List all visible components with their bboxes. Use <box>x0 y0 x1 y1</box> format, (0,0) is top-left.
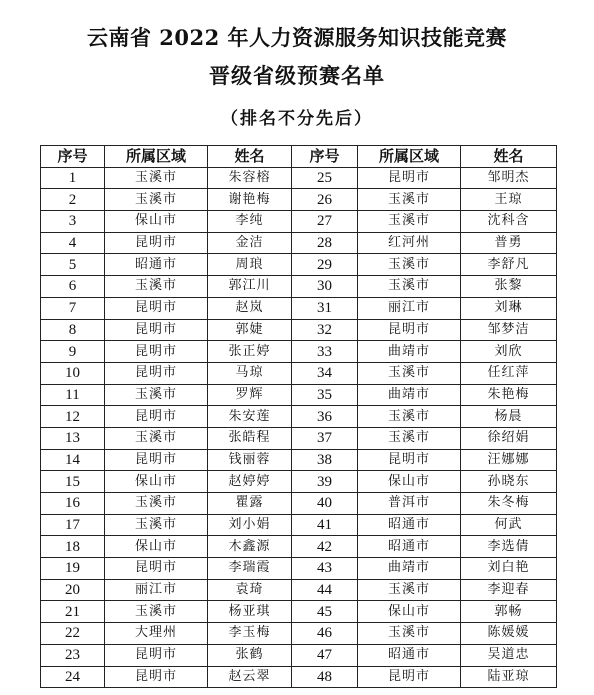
region-cell: 玉溪市 <box>105 514 208 536</box>
region-cell: 昆明市 <box>105 341 208 363</box>
region-cell: 玉溪市 <box>105 427 208 449</box>
serial-number-cell: 20 <box>41 579 105 601</box>
name-cell: 张正婷 <box>208 341 292 363</box>
region-cell: 昆明市 <box>105 319 208 341</box>
serial-number-cell: 25 <box>292 167 358 189</box>
name-cell: 马琼 <box>208 362 292 384</box>
table-row <box>41 341 557 363</box>
serial-number-cell: 15 <box>41 471 105 493</box>
serial-number-cell: 11 <box>41 384 105 406</box>
region-cell: 昭通市 <box>358 514 461 536</box>
name-cell: 何武 <box>461 514 557 536</box>
serial-number-cell: 4 <box>41 232 105 254</box>
serial-number-cell: 33 <box>292 341 358 363</box>
header-cell: 姓名 <box>208 146 292 168</box>
region-cell: 玉溪市 <box>358 427 461 449</box>
serial-number-cell: 14 <box>41 449 105 471</box>
serial-number-cell: 39 <box>292 471 358 493</box>
table-row <box>41 276 557 298</box>
region-cell: 玉溪市 <box>105 189 208 211</box>
header-cell: 序号 <box>41 146 105 168</box>
table-row <box>41 254 557 276</box>
region-cell: 昆明市 <box>105 362 208 384</box>
table-row <box>41 471 557 493</box>
name-cell: 朱容榕 <box>208 167 292 189</box>
table-row <box>41 427 557 449</box>
serial-number-cell: 44 <box>292 579 358 601</box>
name-cell: 张黎 <box>461 276 557 298</box>
name-cell: 郭江川 <box>208 276 292 298</box>
name-cell: 王琼 <box>461 189 557 211</box>
region-cell: 昆明市 <box>358 666 461 688</box>
serial-number-cell: 26 <box>292 189 358 211</box>
table-row <box>41 601 557 623</box>
name-cell: 朱冬梅 <box>461 493 557 515</box>
header-cell: 序号 <box>292 146 358 168</box>
region-cell: 昆明市 <box>358 167 461 189</box>
region-cell: 玉溪市 <box>358 276 461 298</box>
region-cell: 玉溪市 <box>358 579 461 601</box>
region-cell: 昆明市 <box>358 319 461 341</box>
region-cell: 昆明市 <box>358 449 461 471</box>
table-row <box>41 297 557 319</box>
serial-number-cell: 12 <box>41 406 105 428</box>
name-cell: 金洁 <box>208 232 292 254</box>
serial-number-cell: 22 <box>41 623 105 645</box>
serial-number-cell: 41 <box>292 514 358 536</box>
region-cell: 玉溪市 <box>358 211 461 233</box>
region-cell: 保山市 <box>105 536 208 558</box>
table-body <box>41 167 557 688</box>
name-cell: 孙晓东 <box>461 471 557 493</box>
name-cell: 陆亚琼 <box>461 666 557 688</box>
region-cell: 玉溪市 <box>105 276 208 298</box>
serial-number-cell: 29 <box>292 254 358 276</box>
region-cell: 昆明市 <box>105 666 208 688</box>
table-row <box>41 232 557 254</box>
serial-number-cell: 19 <box>41 558 105 580</box>
name-cell: 郭畅 <box>461 601 557 623</box>
name-cell: 吴道忠 <box>461 644 557 666</box>
serial-number-cell: 6 <box>41 276 105 298</box>
region-cell: 玉溪市 <box>105 601 208 623</box>
region-cell: 保山市 <box>105 211 208 233</box>
region-cell: 保山市 <box>358 601 461 623</box>
name-cell: 罗辉 <box>208 384 292 406</box>
region-cell: 曲靖市 <box>358 558 461 580</box>
name-cell: 李玉梅 <box>208 623 292 645</box>
region-cell: 红河州 <box>358 232 461 254</box>
serial-number-cell: 13 <box>41 427 105 449</box>
name-cell: 朱安莲 <box>208 406 292 428</box>
name-cell: 刘小娟 <box>208 514 292 536</box>
name-cell: 张鹤 <box>208 644 292 666</box>
table-row <box>41 666 557 688</box>
region-cell: 保山市 <box>358 471 461 493</box>
region-cell: 昭通市 <box>358 644 461 666</box>
serial-number-cell: 30 <box>292 276 358 298</box>
header-cell: 所属区域 <box>358 146 461 168</box>
name-cell: 杨亚琪 <box>208 601 292 623</box>
serial-number-cell: 1 <box>41 167 105 189</box>
name-cell: 袁琦 <box>208 579 292 601</box>
name-cell: 张皓程 <box>208 427 292 449</box>
region-cell: 昆明市 <box>105 297 208 319</box>
serial-number-cell: 5 <box>41 254 105 276</box>
region-cell: 保山市 <box>105 471 208 493</box>
name-cell: 李瑞霞 <box>208 558 292 580</box>
serial-number-cell: 47 <box>292 644 358 666</box>
name-cell: 钱丽蓉 <box>208 449 292 471</box>
serial-number-cell: 42 <box>292 536 358 558</box>
region-cell: 玉溪市 <box>105 384 208 406</box>
serial-number-cell: 46 <box>292 623 358 645</box>
document-title: 云南省 2022 年人力资源服务知识技能竞赛 <box>86 25 508 50</box>
serial-number-cell: 2 <box>41 189 105 211</box>
region-cell: 玉溪市 <box>358 406 461 428</box>
name-cell: 刘白艳 <box>461 558 557 580</box>
name-cell: 刘琳 <box>461 297 557 319</box>
serial-number-cell: 28 <box>292 232 358 254</box>
name-cell: 周琅 <box>208 254 292 276</box>
table-header-row <box>41 146 557 168</box>
table-row <box>41 211 557 233</box>
region-cell: 普洱市 <box>358 493 461 515</box>
serial-number-cell: 17 <box>41 514 105 536</box>
name-cell: 李舒凡 <box>461 254 557 276</box>
name-cell: 朱艳梅 <box>461 384 557 406</box>
region-cell: 玉溪市 <box>358 623 461 645</box>
region-cell: 玉溪市 <box>358 362 461 384</box>
region-cell: 大理州 <box>105 623 208 645</box>
serial-number-cell: 38 <box>292 449 358 471</box>
table-row <box>41 579 557 601</box>
table-row <box>41 644 557 666</box>
serial-number-cell: 43 <box>292 558 358 580</box>
serial-number-cell: 31 <box>292 297 358 319</box>
name-cell: 普勇 <box>461 232 557 254</box>
table-row <box>41 536 557 558</box>
region-cell: 昭通市 <box>358 536 461 558</box>
header-cell: 所属区域 <box>105 146 208 168</box>
name-cell: 郭婕 <box>208 319 292 341</box>
name-cell: 赵岚 <box>208 297 292 319</box>
table-row <box>41 558 557 580</box>
roster-table <box>40 145 557 688</box>
serial-number-cell: 9 <box>41 341 105 363</box>
serial-number-cell: 24 <box>41 666 105 688</box>
serial-number-cell: 8 <box>41 319 105 341</box>
name-cell: 李纯 <box>208 211 292 233</box>
name-cell: 刘欣 <box>461 341 557 363</box>
table-row <box>41 514 557 536</box>
table-row <box>41 362 557 384</box>
region-cell: 昆明市 <box>105 449 208 471</box>
serial-number-cell: 40 <box>292 493 358 515</box>
name-cell: 木鑫源 <box>208 536 292 558</box>
name-cell: 杨晨 <box>461 406 557 428</box>
name-cell: 谢艳梅 <box>208 189 292 211</box>
serial-number-cell: 35 <box>292 384 358 406</box>
table-row <box>41 167 557 189</box>
name-cell: 任红萍 <box>461 362 557 384</box>
serial-number-cell: 7 <box>41 297 105 319</box>
name-cell: 邹梦洁 <box>461 319 557 341</box>
name-cell: 瞿露 <box>208 493 292 515</box>
name-cell: 赵婷婷 <box>208 471 292 493</box>
region-cell: 昆明市 <box>105 644 208 666</box>
name-cell: 邹明杰 <box>461 167 557 189</box>
serial-number-cell: 18 <box>41 536 105 558</box>
region-cell: 昆明市 <box>105 558 208 580</box>
serial-number-cell: 3 <box>41 211 105 233</box>
serial-number-cell: 45 <box>292 601 358 623</box>
table-row <box>41 493 557 515</box>
region-cell: 丽江市 <box>105 579 208 601</box>
region-cell: 玉溪市 <box>358 189 461 211</box>
document-subtitle: 晋级省级预赛名单 <box>209 63 385 88</box>
region-cell: 昆明市 <box>105 406 208 428</box>
serial-number-cell: 34 <box>292 362 358 384</box>
region-cell: 玉溪市 <box>105 167 208 189</box>
serial-number-cell: 21 <box>41 601 105 623</box>
name-cell: 徐绍娟 <box>461 427 557 449</box>
table-row <box>41 384 557 406</box>
name-cell: 李迎春 <box>461 579 557 601</box>
name-cell: 陈媛媛 <box>461 623 557 645</box>
header-cell: 姓名 <box>461 146 557 168</box>
serial-number-cell: 32 <box>292 319 358 341</box>
serial-number-cell: 48 <box>292 666 358 688</box>
name-cell: 李选倩 <box>461 536 557 558</box>
region-cell: 昭通市 <box>105 254 208 276</box>
name-cell: 汪娜娜 <box>461 449 557 471</box>
region-cell: 玉溪市 <box>358 254 461 276</box>
serial-number-cell: 10 <box>41 362 105 384</box>
document-note: （排名不分先后） <box>221 109 373 129</box>
region-cell: 玉溪市 <box>105 493 208 515</box>
region-cell: 曲靖市 <box>358 384 461 406</box>
name-cell: 赵云翠 <box>208 666 292 688</box>
table-row <box>41 319 557 341</box>
serial-number-cell: 23 <box>41 644 105 666</box>
table-row <box>41 189 557 211</box>
name-cell: 沈科含 <box>461 211 557 233</box>
table-row <box>41 623 557 645</box>
serial-number-cell: 16 <box>41 493 105 515</box>
serial-number-cell: 37 <box>292 427 358 449</box>
serial-number-cell: 36 <box>292 406 358 428</box>
table-row <box>41 449 557 471</box>
table-row <box>41 406 557 428</box>
region-cell: 丽江市 <box>358 297 461 319</box>
region-cell: 曲靖市 <box>358 341 461 363</box>
serial-number-cell: 27 <box>292 211 358 233</box>
region-cell: 昆明市 <box>105 232 208 254</box>
